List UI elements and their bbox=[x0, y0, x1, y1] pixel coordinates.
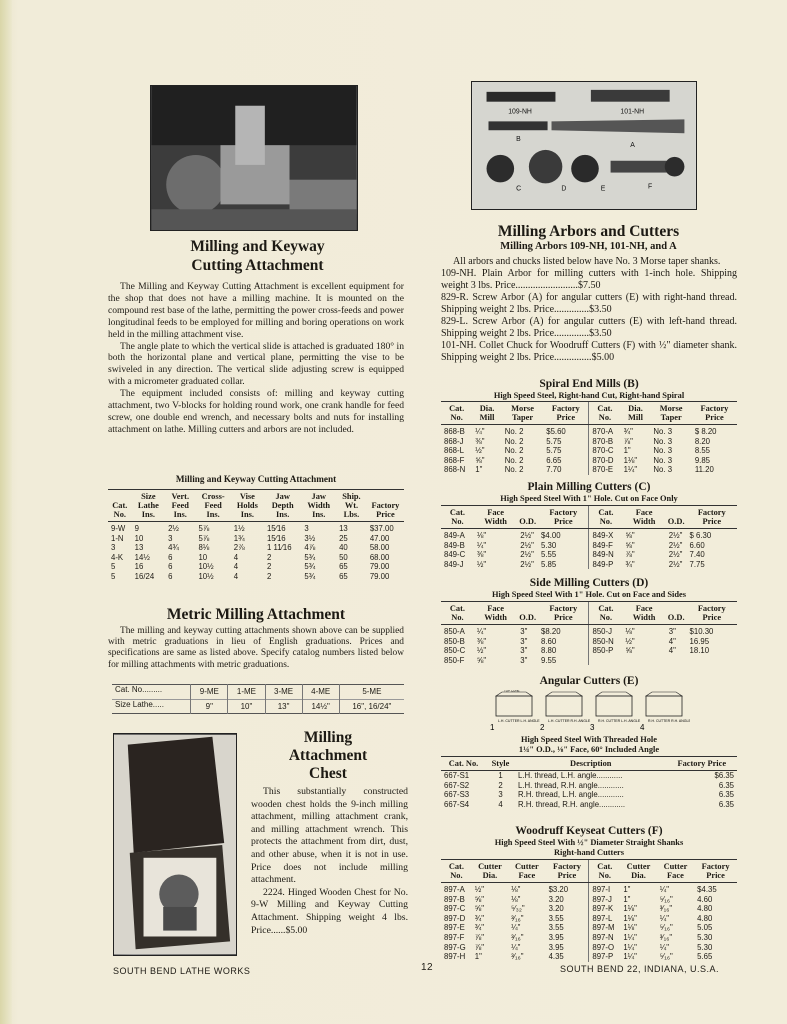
angular-label-1: L.H. CUTTER L.H. ANGLE bbox=[498, 719, 540, 723]
angular-cell: L.H. thread, L.H. angle............ bbox=[518, 771, 623, 780]
angular-cell: 667-S1 bbox=[444, 771, 470, 780]
arbors-description bbox=[441, 256, 737, 364]
angular-cell: 667-S3 bbox=[444, 790, 470, 800]
chest-title-3: Chest bbox=[309, 765, 347, 782]
arbor-item bbox=[441, 316, 737, 340]
plain-header-5: Face Width bbox=[622, 506, 665, 529]
angular-top-cone-label: TOP CONE bbox=[504, 690, 520, 693]
arbor-item-price: $3.50 bbox=[589, 304, 612, 315]
angular-cell: $6.35 bbox=[714, 771, 734, 780]
plain-column-2: 2½" 2½" 2½" 2½" bbox=[520, 531, 534, 569]
plain-column-7: $ 6.30 6.60 7.40 7.75 bbox=[689, 531, 712, 569]
side-header-0: Cat. No. bbox=[441, 602, 474, 625]
angular-style-4-diagram bbox=[640, 692, 690, 732]
woodruff-column-1: ½" ⅝" ⅝" ¾" ¾" ⅞" ⅞" 1" bbox=[474, 885, 485, 962]
spiral-column-1: ¼" ⅜" ½" ⅝" 1" bbox=[475, 427, 485, 475]
arbor-item-text: 829-L. Screw Arbor (A) for angular cutters (E) with left-hand thread. Shipping weight 2 lbs. Price.............. bbox=[441, 316, 737, 339]
arbor-item bbox=[441, 340, 737, 364]
milling-column-1: 9 10 13 14½ 16 16/24 bbox=[134, 524, 155, 581]
woodruff-column-4: 897-I 897-J 897-K 897-L 897-M 897-N 897-O 897-P bbox=[589, 883, 620, 962]
arbor-item bbox=[441, 292, 737, 316]
plain-header-2: O.D. bbox=[517, 506, 538, 529]
chest-price: $5.00 bbox=[285, 924, 308, 936]
milling-header-1: Size Lathe Ins. bbox=[132, 490, 165, 522]
spiral-column-2: No. 2 No. 2 No. 2 No. 2 No. 2 bbox=[504, 427, 524, 475]
angular-cell: 1 bbox=[498, 771, 503, 780]
side-header-1: Face Width bbox=[474, 602, 517, 625]
woodruff-header-3: Factory Price bbox=[546, 860, 589, 883]
side-header-4: Cat. No. bbox=[589, 602, 622, 625]
angular-cell: 3 bbox=[498, 790, 503, 800]
angular-number-4: 4 bbox=[640, 723, 645, 732]
chest-paragraph-2: 2224. Hinged Wooden Chest for No. 9-W Milling and Keyway Cutting Attachment. Shipping weight 4 lbs. Price......$5.00 bbox=[251, 886, 408, 936]
metric-catno: 3-ME bbox=[265, 685, 302, 700]
plain-header-0: Cat. No. bbox=[441, 506, 474, 529]
metric-catno-label: Cat. No......... bbox=[115, 685, 163, 694]
angular-title: Angular Cutters (E) bbox=[539, 675, 639, 687]
angular-label-4: R.H. CUTTER R.H. ANGLE bbox=[648, 719, 690, 723]
spiral-header-4: Cat. No. bbox=[589, 402, 621, 425]
spiral-header-7: Factory Price bbox=[692, 402, 737, 425]
table-row bbox=[441, 790, 737, 800]
angular-cell: 6.35 bbox=[718, 799, 734, 809]
milling-description bbox=[108, 281, 404, 436]
metric-size: 14½" bbox=[302, 699, 339, 714]
arbor-item-price: $7.50 bbox=[577, 280, 601, 291]
photo-label-e: E bbox=[600, 185, 606, 193]
side-header-6: O.D. bbox=[666, 602, 687, 625]
metric-size: 13" bbox=[265, 699, 302, 714]
side-column-2: 3" 3" 3" 3" bbox=[520, 627, 528, 665]
angular-header-2: Description bbox=[515, 757, 666, 771]
milling-header-5: Jaw Depth Ins. bbox=[264, 490, 301, 522]
side-column-6: 3" 4" 4" bbox=[668, 627, 676, 656]
side-header-2: O.D. bbox=[517, 602, 538, 625]
metric-catno: 5-ME bbox=[339, 685, 404, 700]
woodruff-subtitle-1: High Speed Steel With ½" Diameter Straight Shanks bbox=[494, 838, 684, 847]
angular-subtitle-1: High Speed Steel With Threaded Hole bbox=[521, 735, 657, 744]
angular-style-1-diagram bbox=[490, 692, 540, 732]
side-subtitle: High Speed Steel With 1" Hole. Cut on Face and Sides bbox=[492, 590, 686, 599]
angular-cell: 6.35 bbox=[718, 780, 734, 790]
woodruff-column-6: ¼" ⁵⁄₁₆" ³⁄₁₆" ¼" ⁵⁄₁₆" ³⁄₁₆" ¼" ⁵⁄₁₆" bbox=[659, 885, 673, 962]
woodruff-header-0: Cat. No. bbox=[441, 860, 472, 883]
milling-title-1: Milling and Keyway bbox=[190, 238, 325, 255]
side-column-5: ⅛" ½" ⅝" bbox=[625, 627, 635, 656]
angular-cell: R.H. thread, R.H. angle............ bbox=[518, 799, 626, 809]
angular-header-0: Cat. No. bbox=[441, 757, 486, 771]
woodruff-header-7: Factory Price bbox=[694, 860, 737, 883]
metric-size: 16", 16/24" bbox=[339, 699, 404, 714]
spiral-column-6: No. 3 No. 3 No. 3 No. 3 No. 3 bbox=[653, 427, 673, 475]
chest-title-1: Milling bbox=[303, 729, 353, 746]
spiral-title: Spiral End Mills (B) bbox=[539, 378, 639, 390]
milling-header-4: Vise Holds Ins. bbox=[231, 490, 264, 522]
side-column-7: $10.30 16.95 18.10 bbox=[689, 627, 714, 656]
angular-cell: R.H. thread, L.H. angle............ bbox=[518, 790, 624, 800]
spiral-column-3: $5.60 5.75 5.75 6.65 7.70 bbox=[546, 427, 566, 475]
metric-size-label: Size Lathe..... bbox=[115, 699, 164, 709]
side-header-5: Face Width bbox=[622, 602, 665, 625]
angular-label-3: R.H. CUTTER L.H. ANGLE bbox=[598, 719, 641, 723]
arbor-item-price: $3.50 bbox=[589, 328, 612, 339]
woodruff-title: Woodruff Keyseat Cutters (F) bbox=[515, 825, 663, 837]
milling-column-4: 1½ 1¾ 2⅞ 4 4 4 bbox=[233, 524, 245, 581]
photo-label-c: C bbox=[516, 185, 522, 193]
milling-spec-table bbox=[108, 489, 404, 582]
chest-description bbox=[251, 786, 408, 937]
angular-style-2-diagram bbox=[540, 692, 591, 732]
milling-column-6: 3 3½ 4⅞ 5¾ 5¾ 5¾ bbox=[304, 524, 316, 581]
footer-company: SOUTH BEND LATHE WORKS bbox=[113, 966, 251, 976]
spiral-header-3: Factory Price bbox=[543, 402, 589, 425]
angular-subtitle-2: 1¼" O.D., ⅛" Face, 60° Included Angle bbox=[518, 745, 660, 754]
milling-column-2: 2½ 3 4¾ 6 6 6 bbox=[168, 524, 179, 581]
spiral-header-0: Cat. No. bbox=[441, 402, 472, 425]
woodruff-header-1: Cutter Dia. bbox=[472, 860, 508, 883]
plain-header-6: O.D. bbox=[666, 506, 687, 529]
metric-size: 9" bbox=[191, 699, 228, 714]
plain-column-5: ⅝" ⅝" ⅞" ¾" bbox=[625, 531, 635, 569]
angular-cell: 667-S4 bbox=[444, 799, 470, 809]
milling-table-title: Milling and Keyway Cutting Attachment bbox=[175, 474, 337, 484]
woodruff-column-7: $4.35 4.60 4.80 4.80 5.05 5.30 5.30 5.65 bbox=[697, 885, 717, 962]
photo-label-b: B bbox=[516, 136, 521, 144]
arbors-title: Milling Arbors and Cutters bbox=[497, 223, 680, 240]
angular-label-2: L.H. CUTTER R.H. ANGLE bbox=[548, 719, 591, 723]
metric-title: Metric Milling Attachment bbox=[166, 606, 346, 623]
woodruff-column-5: 1" 1" 1⅛" 1⅛" 1⅛" 1¼" 1¼" 1¼" bbox=[623, 885, 637, 962]
plain-header-7: Factory Price bbox=[687, 506, 737, 529]
woodruff-header-6: Cutter Face bbox=[657, 860, 694, 883]
side-column-3: $8.20 8.60 8.80 9.55 bbox=[541, 627, 561, 665]
chest-paragraph-1: This substantially constructed wooden chest holds the 9-inch milling attachment, milling attachment crank, and milling attachment wrench. This protects the attachment from dirt, dust, and other abuse, when it is not in use. Price does not include milling attachment. bbox=[251, 786, 408, 886]
arbors-intro: All arbors and chucks listed below have No. 3 Morse taper shanks. bbox=[453, 256, 721, 267]
milling-header-3: Cross-Feed Ins. bbox=[195, 490, 230, 522]
plain-header-4: Cat. No. bbox=[589, 506, 622, 529]
angular-diagrams bbox=[490, 690, 690, 732]
angular-cell: 6.35 bbox=[718, 790, 734, 800]
woodruff-column-3: $3.20 3.20 3.20 3.55 3.55 3.95 3.95 4.35 bbox=[548, 885, 569, 962]
angular-style-3-diagram bbox=[590, 692, 641, 732]
arbor-item bbox=[441, 268, 737, 292]
metric-size: 10" bbox=[228, 699, 265, 714]
metric-catno: 4-ME bbox=[302, 685, 339, 700]
side-header-3: Factory Price bbox=[538, 602, 589, 625]
milling-paragraph-3: The equipment included consists of: milling and keyway cutting attachment, two V-blocks for holding round work, one crank handle for feed screw, one double end wrench, and necessary bolts and nuts for installing attachment on lathe. Milling cutters and arbors are not included. bbox=[108, 388, 404, 435]
arbor-item-price: $5.00 bbox=[591, 352, 615, 363]
plain-title: Plain Milling Cutters (C) bbox=[527, 481, 651, 493]
photo-label-f: F bbox=[647, 183, 653, 191]
woodruff-header-4: Cat. No. bbox=[589, 860, 620, 883]
photo-label-109-nh: 109-NH bbox=[508, 108, 532, 116]
arbors-subtitle: Milling Arbors 109-NH, 101-NH, and A bbox=[500, 241, 677, 252]
angular-cell: 667-S2 bbox=[444, 780, 470, 790]
angular-table bbox=[441, 756, 737, 809]
metric-description bbox=[108, 626, 404, 671]
plain-table bbox=[441, 505, 737, 569]
angular-header-1: Style bbox=[486, 757, 515, 771]
milling-title-2: Cutting Attachment bbox=[191, 257, 324, 274]
arbors-cutters-photo bbox=[471, 81, 697, 210]
woodruff-header-5: Cutter Dia. bbox=[620, 860, 656, 883]
footer-page-number: 12 bbox=[421, 962, 434, 973]
spiral-column-5: ¾" ⅞" 1" 1⅛" 1¼" bbox=[623, 427, 638, 475]
spiral-subtitle: High Speed Steel, Right-hand Cut, Right-hand Spiral bbox=[493, 391, 685, 400]
arbor-item-text: 101-NH. Collet Chuck for Woodruff Cutters (F) with ½" diameter shank. Shipping weight 2 lbs. Price............... bbox=[441, 340, 737, 363]
metric-table bbox=[112, 684, 404, 714]
plain-column-3: $4.00 5.30 5.55 5.85 bbox=[541, 531, 561, 569]
arbor-item-text: 109-NH. Plain Arbor for milling cutters with 1-inch hole. Shipping weight 3 lbs. Price......................... bbox=[441, 268, 737, 291]
side-title: Side Milling Cutters (D) bbox=[529, 577, 649, 589]
angular-cell: L.H. thread, R.H. angle............ bbox=[518, 780, 624, 790]
chest-photo bbox=[113, 733, 237, 956]
metric-catno: 1-ME bbox=[228, 685, 265, 700]
milling-attachment-photo bbox=[150, 85, 358, 231]
milling-header-6: Jaw Width Ins. bbox=[301, 490, 336, 522]
spiral-table bbox=[441, 401, 737, 475]
milling-header-2: Vert. Feed Ins. bbox=[165, 490, 195, 522]
angular-cell: 4 bbox=[498, 799, 503, 809]
table-row bbox=[441, 800, 737, 810]
angular-number-3: 3 bbox=[590, 723, 595, 732]
angular-header-3: Factory Price bbox=[667, 757, 738, 771]
table-row bbox=[441, 781, 737, 791]
plain-column-4: 849-X 849-F 849-N 849-P bbox=[589, 529, 622, 570]
milling-header-7: Ship. Wt. Lbs. bbox=[336, 490, 367, 522]
woodruff-subtitle-2: Right-hand Cutters bbox=[553, 848, 625, 857]
spiral-header-5: Dia. Mill bbox=[621, 402, 651, 425]
side-column-0: 850-A 850-B 850-C 850-F bbox=[444, 627, 466, 665]
milling-header-8: Factory Price bbox=[367, 490, 404, 522]
plain-header-1: Face Width bbox=[474, 506, 517, 529]
woodruff-header-2: Cutter Face bbox=[508, 860, 545, 883]
milling-column-8: $37.00 47.00 58.00 68.00 79.00 79.00 bbox=[369, 524, 394, 581]
footer-address: SOUTH BEND 22, INDIANA, U.S.A. bbox=[560, 964, 720, 974]
side-header-7: Factory Price bbox=[687, 602, 737, 625]
spiral-column-0: 868-B 868-J 868-L 868-F 868-N bbox=[444, 427, 466, 475]
spiral-column-7: $ 8.20 8.20 8.55 9.85 11.20 bbox=[694, 427, 717, 475]
spiral-header-1: Dia. Mill bbox=[472, 402, 502, 425]
plain-column-1: ⅛" ¼" ⅜" ½" bbox=[476, 531, 487, 569]
milling-column-7: 13 25 40 50 65 65 bbox=[339, 524, 348, 581]
milling-column-5: 15⁄16 15⁄16 1 11⁄16 2 2 2 bbox=[266, 524, 292, 581]
woodruff-table bbox=[441, 859, 737, 962]
plain-column-0: 849-A 849-B 849-C 849-J bbox=[444, 531, 466, 569]
plain-subtitle: High Speed Steel With 1" Hole. Cut on Face Only bbox=[500, 494, 678, 503]
milling-column-0: 9-W 1-N 3 4-K 5 5 bbox=[111, 524, 126, 581]
side-table bbox=[441, 601, 737, 665]
plain-header-3: Factory Price bbox=[538, 506, 589, 529]
spiral-header-6: Morse Taper bbox=[650, 402, 691, 425]
spiral-column-4: 870-A 870-B 870-C 870-D 870-E bbox=[589, 425, 621, 475]
photo-label-101-nh: 101-NH bbox=[620, 108, 645, 116]
milling-column-3: 5⅞ 5⅞ 8⅛ 10 10½ 10½ bbox=[198, 524, 214, 581]
milling-paragraph-1: The Milling and Keyway Cutting Attachment is excellent equipment for the shop that does not have a milling machine. It is mounted on the compound rest base of the lathe, permitting the power cross-feeds and power longitudinal feeds to be employed for milling and boring operations on work held in the milling attachment vise. bbox=[108, 281, 404, 340]
photo-label-a: A bbox=[630, 141, 635, 149]
arbor-item-text: 829-R. Screw Arbor (A) for angular cutters (E) with right-hand thread. Shipping weight 2 lbs. Price.............. bbox=[441, 292, 737, 315]
chest-title-2: Attachment bbox=[288, 747, 368, 764]
metric-catno: 9-ME bbox=[191, 685, 228, 700]
page-edge bbox=[0, 0, 12, 1024]
spiral-header-2: Morse Taper bbox=[502, 402, 543, 425]
plain-column-6: 2½" 2½" 2½" 2½" bbox=[668, 531, 683, 569]
angular-number-2: 2 bbox=[540, 723, 545, 732]
table-row bbox=[441, 771, 737, 781]
side-column-4: 850-J 850-N 850-P bbox=[589, 625, 622, 666]
milling-paragraph-2: The angle plate to which the vertical slide is attached is graduated 180° in both the horizontal plane and vertical plane, permitting the vise to be swiveled in any direction. The vertical slide adjusting screw is equipped with a micrometer graduated collar. bbox=[108, 340, 404, 388]
woodruff-column-0: 897-A 897-B 897-C 897-D 897-E 897-F 897-G 897-H bbox=[444, 885, 466, 962]
milling-header-0: Cat. No. bbox=[108, 490, 132, 522]
side-column-1: ¼" ⅜" ½" ⅝" bbox=[476, 627, 487, 665]
metric-paragraph: The milling and keyway cutting attachments shown above can be supplied with metric graduations in lieu of English graduations. Prices and specifications are same as listed above. Specify catalog numbers listed below for milling attachments with metric graduations. bbox=[108, 626, 404, 670]
angular-number-1: 1 bbox=[490, 723, 495, 732]
photo-label-d: D bbox=[561, 185, 567, 193]
angular-cell: 2 bbox=[498, 780, 503, 790]
woodruff-column-2: ⅛" ⅛" ⁵⁄₃₂" ³⁄₁₆" ¼" ³⁄₁₆" ¼" ³⁄₁₆" bbox=[511, 885, 525, 962]
